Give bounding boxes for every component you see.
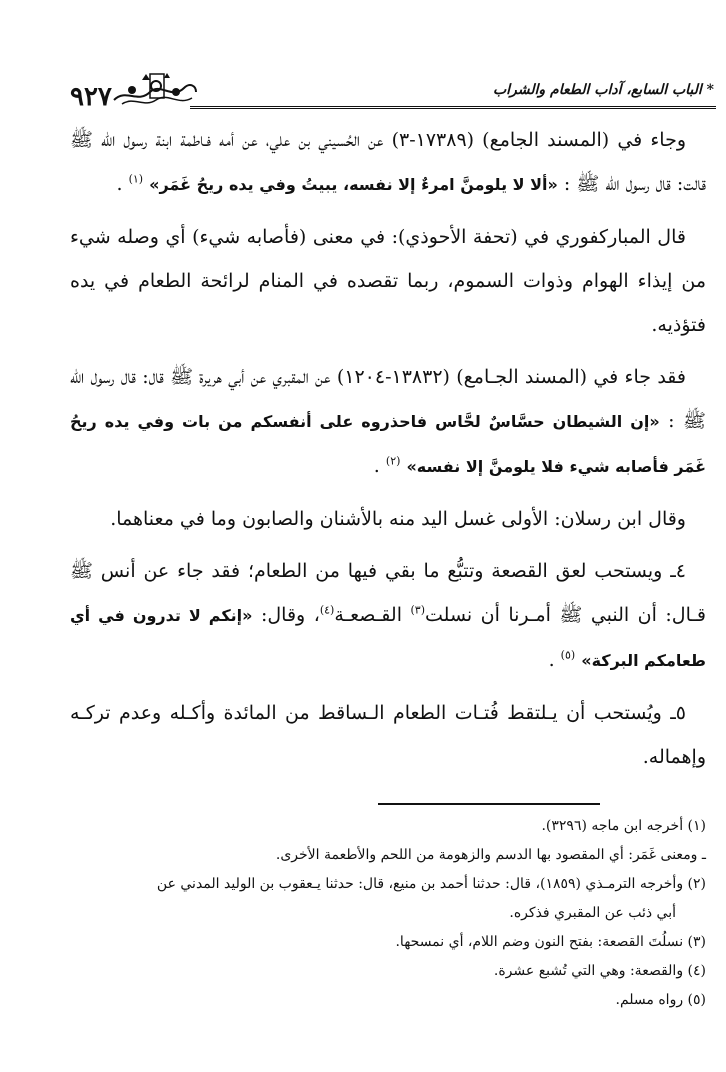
page-number: ٩٢٧ [70, 82, 112, 112]
footnote-2-continued: أبي ذئب عن المقبري فذكره. [509, 905, 676, 921]
paragraph-1-text: وجاء في (المسند الجامع) (١٧٣٨٩-٣) عن الحُسيني بن علي، عن أمه فـاطمة ابنة رسول الله ﷺ قالت: قال رسول الله ﷺ : [70, 129, 706, 195]
paragraph-1: وجاء في (المسند الجامع) (١٧٣٨٩-٣) عن الحُسيني بن علي، عن أمه فـاطمة ابنة رسول الله ﷺ قالت: قال رسول الله ﷺ : «ألا لا يلومنَّ امرءٌ إلا نفسه، يبيتُ وفي يده ريحُ غَمَر» $^{(١)}$ . [70, 129, 706, 195]
footnote-marker-4: (٤) [319, 603, 335, 617]
main-text [70, 118, 706, 787]
paragraph-5: ٤ـ ويستحب لعق القصعة وتتبُّع ما بقي فيها من الطعام؛ فقد جاء عن أنس ﷺ قـال: أن النبي ﷺ أمـرنا أن نسلت$^{(٣)}$ القـصعـة$^{(٤)}$، وقال: «إنكم لا تدرون في أي طعامكم البركة» $^{(٥)}$ . [70, 560, 707, 671]
paragraph-5-text-a: ٤ـ ويستحب لعق القصعة وتتبُّع ما بقي فيها من الطعام؛ فقد جاء عن أنس ﷺ قـال: أن النبي ﷺ أمـرنا أن نسلت [70, 560, 707, 626]
paragraph-5-text-b: القـصعـة [334, 604, 402, 626]
footnote-marker-3: (٣) [410, 603, 425, 617]
footnote-marker-2: (٢) [385, 454, 401, 468]
footnote-3: (٣) نسلُتَ القصعة: بفتح النون وضم اللام، أي نمسحها. [395, 934, 706, 950]
footnote-marker-1: (١) [128, 172, 144, 186]
footnote-5: (٥) رواه مسلم. [615, 992, 706, 1008]
footnote-marker-5: (٥) [560, 648, 576, 662]
paragraph-4: وقال ابن رسلان: الأولى غسل اليد منه بالأشنان والصابون وما في معناهما. [110, 508, 686, 530]
footnotes-section [70, 812, 706, 1015]
paragraph-5-text-c: ، وقال: [260, 604, 320, 626]
footnote-2: (٢) وأخرجه الترمـذي (١٨٥٩)، قال: حدثنا أحمد بن منيع، قال: حدثنا يـعقوب بن الوليد المدني عن [156, 876, 706, 892]
footnote-1-gloss: ـ ومعنى غَمَر: أي المقصود بها الدسم والزهومة من اللحم والأطعمة الأخرى. [275, 847, 706, 863]
header-rule [190, 106, 716, 109]
paragraph-2: قال المباركفوري في (تحفة الأحوذي): في معنى (فأصابه شيء) أي وصله شيء من إيذاء الهوام وذوات السموم، ربما تقصده في المنام لرائحة الطعام في يده فتؤذيه. [70, 226, 706, 336]
hadith-quote-1: «ألا لا يلومنَّ امرءٌ إلا نفسه، يبيتُ وفي يده ريحُ غَمَر» [149, 175, 558, 194]
hadith-quote-2: «إن الشيطان حسَّاسٌ لحَّاس فاحذروه على أنفسكم من بات وفي يده ريحُ غَمَر فأصابه شيء فلا يلومنَّ إلا نفسه» [70, 412, 706, 476]
paragraph-6: ٥ـ ويُستحب أن يـلتقط فُتـات الطعام الـساقط من المائدة وأكـله وعدم تركـه وإهماله. [70, 702, 706, 768]
hadith-quote-3: «إنكم لا تدرون في أي طعامكم البركة» [70, 606, 706, 670]
paragraph-3-text: فقد جاء في (المسند الجـامع) (١٣٨٣٢-١٢٠٤) عن المقبري عن أبي هريرة ﷺ قال: قال رسول الله ﷺ : [70, 366, 706, 432]
paragraph-3: فقد جاء في (المسند الجـامع) (١٣٨٣٢-١٢٠٤) عن المقبري عن أبي هريرة ﷺ قال: قال رسول الله ﷺ : «إن الشيطان حسَّاسٌ لحَّاس فاحذروه على أنفسكم من بات وفي يده ريحُ غَمَر فأصابه شيء فلا يلومنَّ إلا نفسه» $^{(٢)}$ . [70, 366, 706, 477]
chapter-title: * الباب السابع، آداب الطعام والشراب [492, 82, 714, 98]
page-header [0, 68, 726, 112]
footnote-1: (١) أخرجه ابن ماجه (٣٢٩٦). [541, 818, 706, 834]
floral-ornament-icon [112, 70, 198, 110]
footnote-4: (٤) والقصعة: وهي التي تُشبع عشرة. [493, 963, 706, 979]
footnote-separator [378, 803, 600, 805]
